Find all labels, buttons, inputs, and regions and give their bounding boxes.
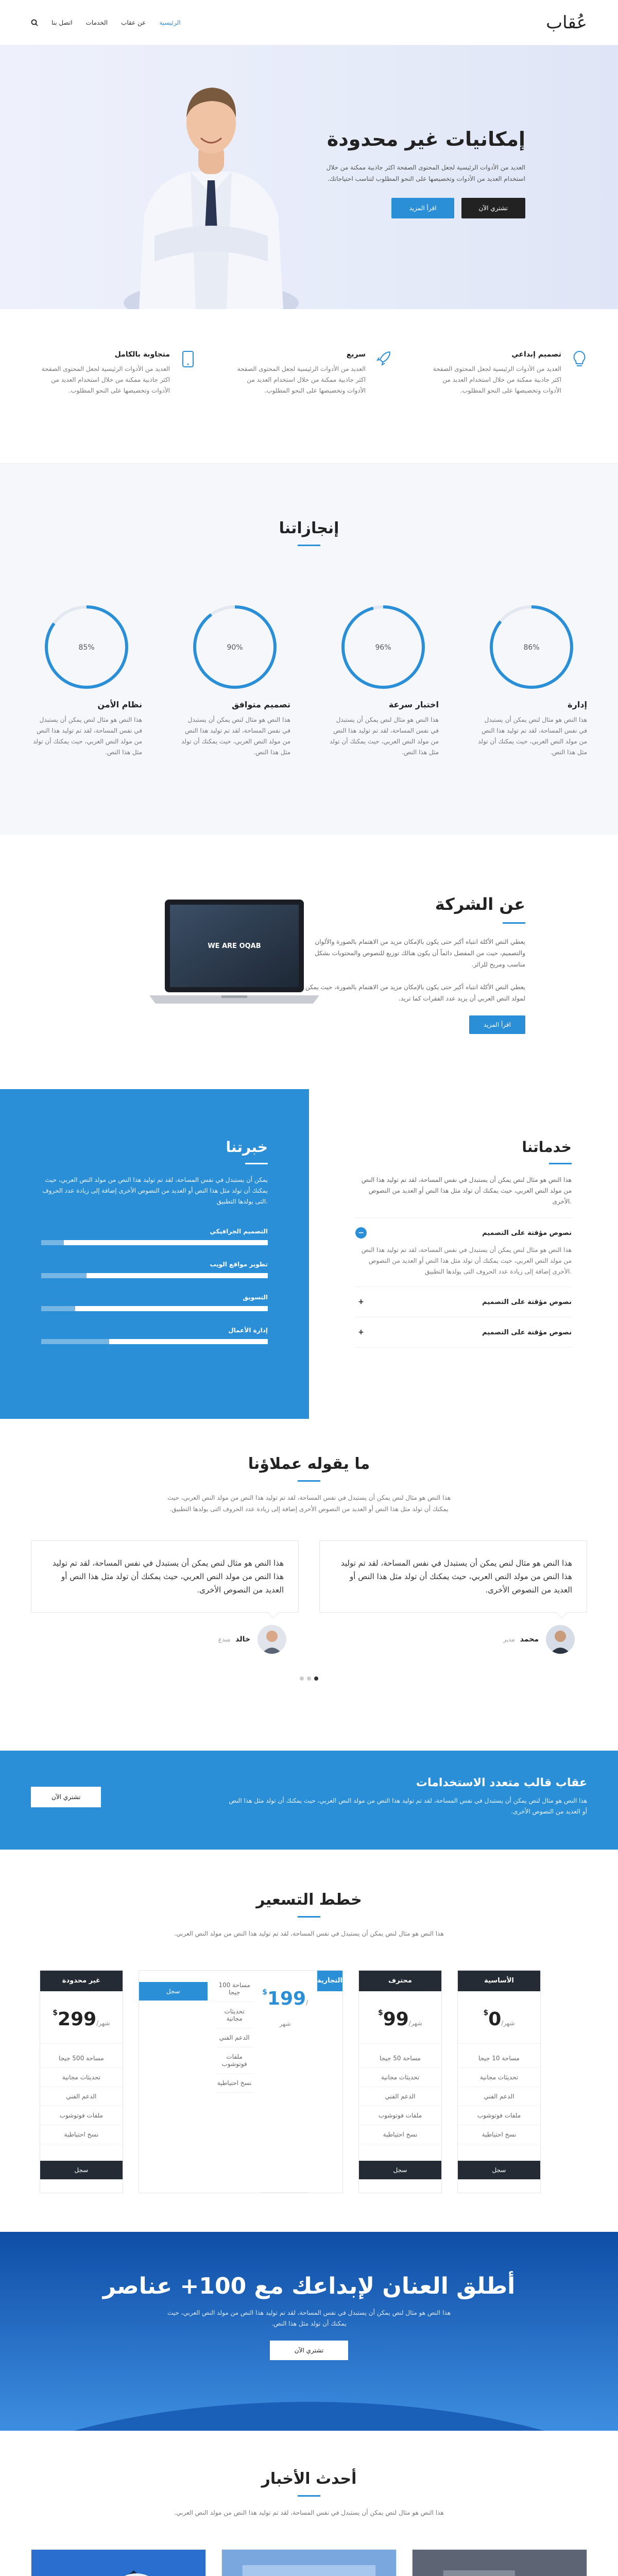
carousel-dot[interactable] [307,1676,311,1681]
pricing-plan [358,1970,442,2193]
testimonial-role: مدير [503,1636,515,1643]
skill-bar [41,1261,268,1278]
plan-feature: تحديثات مجانية [216,2002,253,2028]
plan-signup-button[interactable]: سجل [40,2161,123,2179]
plan-feature: الدعم الفني [359,2087,441,2106]
services-panel [309,1089,618,1419]
hero-description: العديد من الأدوات الرئيسية لجعل المحتوى الصفحة اكثر جاذبية ممكنة من خلال استخدام العديد من الأدوات وتخصيصها على النحو المطلوب لتناسب احتياجاتك. [326,164,525,182]
experience-title: خبرتنا [226,1139,268,1156]
plan-price: $0/شهر [458,1991,540,2044]
minus-icon[interactable]: − [355,1227,367,1239]
pricing-plan [40,1970,123,2193]
plan-feature: تحديثات مجانية [359,2068,441,2087]
cta-buy-button[interactable]: تشتري الآن [31,1787,101,1807]
achievement-item [476,603,587,758]
title-underline [549,1163,572,1164]
achievement-desc: هذا النص هو مثال لنص يمكن أن يستبدل في نفس المساحة، لقد تم توليد هذا النص من مولد النص العربي، حيث يمكنك أن تولد مثل هذا النص. [330,716,439,756]
testimonial-text: هذا النص هو مثال لنص يمكن أن يستبدل في نفس المساحة، لقد تم توليد هذا النص من مولد النص العربي، حيث يمكنك أن تولد مثل هذا النص أو العديد من النصوص الأخرى. [31,1540,299,1613]
feature-creative [422,350,587,396]
avatar [546,1625,575,1654]
laptop-screen-text: WE ARE OQAB [208,942,261,950]
skill-bar [41,1294,268,1311]
plan-feature: ملفات فوتوشوب [458,2106,540,2125]
news-card[interactable] [412,2549,587,2576]
plan-feature: ملفات فوتوشوب [359,2106,441,2125]
plan-feature: نسخ احتياطية [40,2125,123,2144]
plus-icon[interactable]: + [358,1298,364,1306]
plan-feature: مساحة 10 جيجا [458,2049,540,2068]
testimonials-title: ما يقوله عملاؤنا [248,1455,370,1473]
services-accordion [355,1217,572,1348]
title-underline [298,2495,320,2497]
site-logo[interactable]: عُقاب [546,12,587,33]
pricing-plans [53,1970,541,2193]
achievements-list [31,603,587,758]
plan-feature: مساحة 50 جيجا [359,2049,441,2068]
achievement-desc: هذا النص هو مثال لنص يمكن أن يستبدل في نفس المساحة، لقد تم توليد هذا النص من مولد النص العربي، حيث يمكنك أن تولد مثل هذا النص. [181,716,290,756]
pricing-plan [457,1970,541,2193]
features-section [0,309,618,464]
services-desc: هذا النص هو مثال لنص يمكن أن يستبدل في نفس المساحة، لقد تم توليد هذا النص من مولد النص العربي، حيث يمكنك أن تولد مثل هذا النص أو العديد من النصوص الأخرى. [361,1176,572,1205]
plan-signup-button[interactable]: سجل [359,2161,441,2179]
plan-price: $299/شهر [40,1991,123,2044]
plan-name: الأساسية [458,1971,540,1991]
accordion-item[interactable] [355,1287,572,1317]
achievement-title: اختبار سرعة [388,700,439,709]
skill-fill [64,1240,268,1245]
plan-name: التجارية [317,1971,342,1991]
hero-title: إمكانيات غير محدودة [327,128,525,150]
skill-bar [41,1327,268,1344]
pricing-section [0,1850,618,2232]
plan-feature: ملفات فوتوشوب [40,2106,123,2125]
search-icon[interactable] [31,19,38,26]
progress-circle [42,603,131,691]
news-image[interactable] [222,2550,396,2576]
plan-name: غير محدودة [40,1971,123,1991]
achievement-desc: هذا النص هو مثال لنص يمكن أن يستبدل في نفس المساحة، لقد تم توليد هذا النص من مولد النص العربي، حيث يمكنك أن تولد مثل هذا النص. [478,716,587,756]
accordion-item[interactable] [355,1317,572,1348]
elements-banner [0,2232,618,2431]
plan-feature: مساحة 500 جيجا [40,2049,123,2068]
plan-feature: الدعم الفني [40,2087,123,2106]
news-section [0,2431,618,2576]
testimonial-card [319,1540,587,1654]
about-content [304,894,525,1034]
nav-about[interactable]: عن عقاب [121,19,146,26]
achievements-section [0,464,618,835]
hero-person-image [124,61,299,309]
cta-section [0,1751,618,1850]
carousel-dot[interactable] [314,1676,318,1681]
skill-bar [41,1228,268,1245]
plan-feature: الدعم الفني [458,2087,540,2106]
accordion-title: نصوص مؤقتة على التصميم [482,1328,572,1336]
skill-label: إدارة الأعمال [228,1327,268,1334]
plan-feature: نسخ احتياطية [359,2125,441,2144]
bulb-icon [570,350,587,396]
rocket-icon [374,350,391,396]
experience-desc: يمكن أن يستبدل في نفس المساحة، لقد تم توليد هذا النص من مولد النص العربي، حيث يمكنك أن تولد مثل هذا النص أو العديد من النصوص الأخرى إضافة إلى زيادة عدد الحروف التى يولدها التطبيق. [42,1176,268,1205]
news-image[interactable] [413,2550,587,2576]
accordion-body: هذا النص هو مثال لنص يمكن أن يستبدل في نفس المساحة، لقد تم توليد هذا النص من مولد النص العربي، حيث يمكنك أن تولد مثل هذا النص أو العديد من النصوص الأخرى إضافة إلى زيادة عدد الحروف التى يولدها التطبيق. [361,1246,572,1275]
achievement-title: إدارة [568,700,587,709]
feature-desc: العديد من الأدوات الرئيسية لجعل المحتوى الصفحة اكثر جاذبية ممكنة من خلال استخدام العديد من الأدوات وتخصيصها على النحو المطلوب. [41,365,170,394]
hero-section [0,45,618,309]
testimonial-name: خالد [235,1635,250,1643]
feature-fast [227,350,391,396]
pricing-plan-featured [139,1970,343,2193]
plan-feature: تحديثات مجانية [458,2068,540,2087]
achievement-item [328,603,439,758]
accordion-title: نصوص مؤقتة على التصميم [482,1229,572,1237]
laptop-image [149,894,319,1023]
feature-desc: العديد من الأدوات الرئيسية لجعل المحتوى الصفحة اكثر جاذبية ممكنة من خلال استخدام العديد من الأدوات وتخصيصها على النحو المطلوب. [237,365,366,394]
plan-name: محترف [359,1971,441,1991]
testimonials-subtitle: هذا النص هو مثال لنص يمكن أن يستبدل في نفس المساحة، لقد تم توليد هذا النص من مولد النص العربي، حيث يمكنك أن تولد مثل هذا النص أو العديد من النصوص الأخرى إضافة إلى زيادة عدد الحروف التى يولدها التطبيق. [167,1494,451,1513]
about-title: عن الشركة [435,894,525,914]
achievement-title: تصميم متوافق [232,700,290,709]
tablet-icon [178,350,196,396]
title-underline [298,545,320,546]
services-experience-section [0,1089,618,1419]
testimonials-section [0,1419,618,1751]
feature-title: متجاوبة بالكامل [114,350,170,359]
news-title: أحدث الأخبار [261,2470,357,2488]
carousel-dot[interactable] [300,1676,304,1681]
title-underline [503,922,525,924]
plan-price: $199/شهر [262,1971,309,2193]
cta-desc: هذا النص هو مثال لنص يمكن أن يستبدل في نفس المساحة، لقد تم توليد هذا النص من مولد النص العربي، حيث يمكنك أن تولد مثل هذا النص أو العديد من النصوص الأخرى. [229,1797,587,1815]
skill-fill [109,1339,268,1344]
testimonial-name: محمد [520,1635,539,1643]
feature-responsive [31,350,196,396]
skill-label: التسويق [243,1294,268,1301]
nav-services[interactable]: الخدمات [85,19,108,26]
plan-feature: مساحة 100 جيجا [216,1976,253,2002]
banner-buy-button[interactable]: تشتري الآن [270,2341,348,2360]
cta-title: عقاب قالب متعدد الاستخدامات [416,1776,587,1789]
testimonial-card [31,1540,299,1654]
experience-panel [0,1089,309,1419]
plan-feature: الدعم الفني [216,2028,253,2047]
achievement-title: نظام الأمن [97,700,142,709]
about-read-more-button[interactable]: اقرأ المزيد [469,1015,525,1034]
title-underline [298,1916,320,1918]
progress-circle [339,603,427,691]
testimonial-text: هذا النص هو مثال لنص يمكن أن يستبدل في نفس المساحة، لقد تم توليد هذا النص من مولد النص العربي، حيث يمكنك أن تولد مثل هذا النص أو العديد من النصوص الأخرى. [319,1540,587,1613]
hero-content [309,128,525,218]
plan-signup-button[interactable]: سجل [139,1982,208,2001]
news-card[interactable] [31,2549,206,2576]
plan-feature: تحديثات مجانية [40,2068,123,2087]
nav-contact[interactable]: اتصل بنا [52,19,73,26]
about-paragraph: يعطي النص الأكلة انتباه أكبر حتى يكون بالإمكان مزيد من الاهتمام بالصورة، حيث يمكن لمولد النص العربي أن يزيد عدد الفقرات كما تريد. [305,984,525,1002]
progress-label: 90% [227,643,243,652]
site-header [0,0,618,45]
skill-label: التصميم الجرافيكي [210,1228,268,1235]
about-paragraph: يعطي النص الأكلة انتباه أكبر حتى يكون بالإمكان مزيد من الاهتمام بالصورة والألوان والتصميم، حيث من المفضل دائماً أن يكون هنالك توزيع للنصوص والمحتويات بشكل مناسب ومريح للزائر. [315,938,525,968]
achievements-title: إنجازاتنا [279,519,339,537]
services-title: خدماتنا [522,1139,572,1156]
pricing-title: خطط التسعير [256,1891,362,1909]
plan-feature: ملفات فوتوشوب [216,2047,253,2074]
achievement-item [179,603,290,758]
accordion-title: نصوص مؤقتة على التصميم [482,1298,572,1306]
achievement-item [31,603,142,758]
plus-icon[interactable]: + [358,1328,364,1336]
skill-label: تطوير مواقع الويب [210,1261,268,1268]
testimonial-role: مبدع [218,1636,231,1643]
accordion-item[interactable] [355,1218,572,1287]
about-section [0,835,618,1089]
banner-title: أطلق العنان لإبداعك مع 100+ عناصر [102,2273,516,2299]
progress-circle [487,603,576,691]
feature-desc: العديد من الأدوات الرئيسية لجعل المحتوى الصفحة اكثر جاذبية ممكنة من خلال استخدام العديد من الأدوات وتخصيصها على النحو المطلوب. [433,365,561,394]
progress-label: 86% [523,643,540,652]
progress-label: 96% [375,643,391,652]
nav-home[interactable]: الرئيسية [159,19,181,26]
progress-circle [191,603,279,691]
title-underline [245,1163,268,1164]
feature-title: تصميم إبداعي [511,350,561,359]
plan-feature: نسخ احتياطية [216,2074,253,2093]
progress-label: 85% [78,643,95,652]
news-image[interactable] [31,2550,205,2576]
skill-fill [75,1306,268,1311]
hero-read-more-button[interactable]: اقرأ المزيد [391,198,454,218]
main-nav [31,19,181,26]
title-underline [298,1480,320,1482]
carousel-dots [0,1676,618,1681]
pricing-subtitle: هذا النص هو مثال لنص يمكن أن يستبدل في نفس المساحة، لقد تم توليد هذا النص من مولد النص العربي. [174,1930,444,1937]
avatar [258,1625,286,1654]
news-card[interactable] [221,2549,397,2576]
plan-price: $99/شهر [359,1991,441,2044]
plan-feature: نسخ احتياطية [458,2125,540,2144]
plan-signup-button[interactable]: سجل [458,2161,540,2179]
skill-fill [87,1273,268,1278]
hero-buy-button[interactable]: تشتري الآن [461,198,525,218]
feature-title: سريع [346,350,366,359]
achievement-desc: هذا النص هو مثال لنص يمكن أن يستبدل في نفس المساحة، لقد تم توليد هذا النص من مولد النص العربي، حيث يمكنك أن تولد مثل هذا النص. [33,716,142,756]
banner-desc: هذا النص هو مثال لنص يمكن أن يستبدل في نفس المساحة، لقد تم توليد هذا النص من مولد النص العربي، حيث يمكنك أن تولد مثل هذا النص. [167,2309,451,2327]
news-subtitle: هذا النص هو مثال لنص يمكن أن يستبدل في نفس المساحة، لقد تم توليد هذا النص من مولد النص العربي. [174,2509,444,2516]
